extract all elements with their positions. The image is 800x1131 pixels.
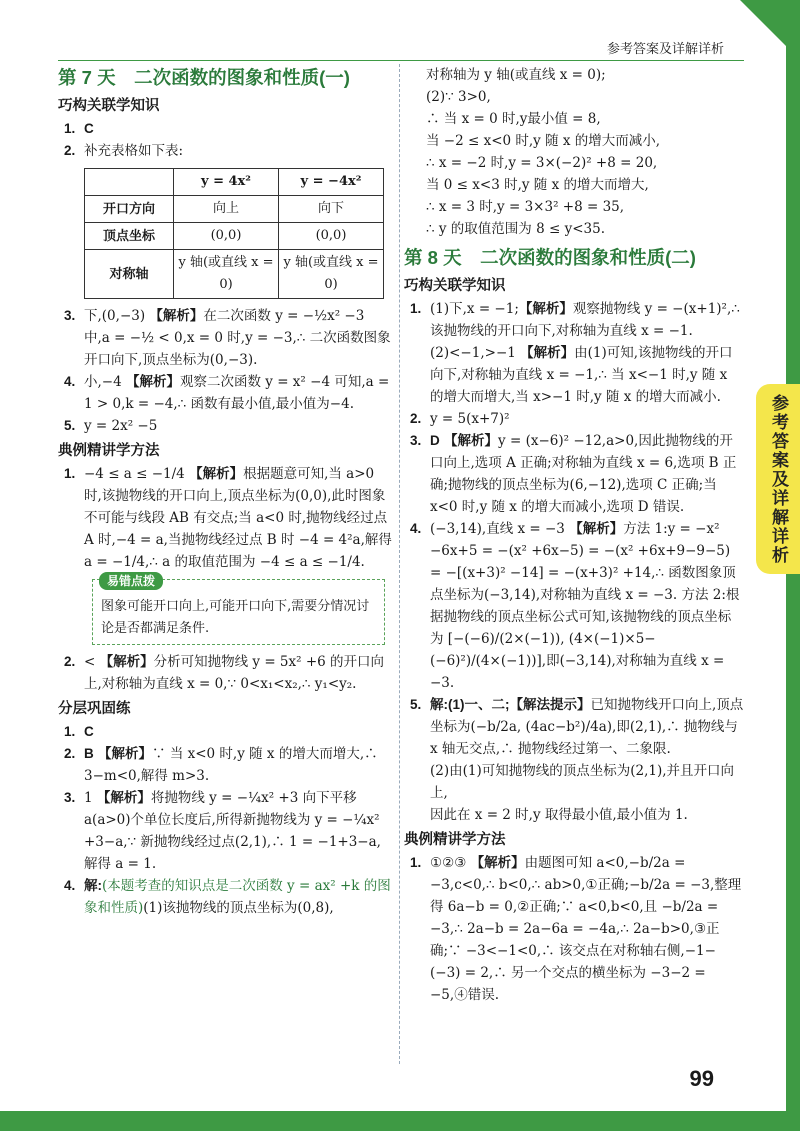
header-rule bbox=[58, 60, 744, 61]
table-row: 开口方向 向上 向下 bbox=[85, 196, 384, 223]
answer-item: 5. y = 2x² −5 bbox=[64, 418, 158, 434]
answer-item: 因此在 x = 2 时,y 取得最小值,最小值为 1. bbox=[430, 807, 688, 823]
tip-box bbox=[92, 574, 385, 645]
tip-text: 图象可能开口向上,可能开口向下,需要分情况讨论是否都满足条件. bbox=[101, 599, 370, 636]
answer-item: 4. 小,−4 【解析】观察二次函数 y = x² −4 可知,a = 1 > 0,k = −4,∴ 函数有最小值,最小值为−4. bbox=[64, 374, 390, 412]
section-title: 典例精讲学方法 bbox=[404, 832, 506, 848]
table-header-row: y = 4x² y = −4x² bbox=[85, 169, 384, 196]
answer-item: 2. B 【解析】∵ 当 x<0 时,y 随 x 的增大而增大,∴ 3−m<0,解得 m>3. bbox=[64, 746, 378, 784]
answer-item: 1. −4 ≤ a ≤ −1/4 【解析】根据题意可知,当 a>0 时,该抛物线的开口向上,顶点坐标为(0,0),此时图象不可能与线段 AB 有交点;当 a<0 时,抛物线经过点 A 时,−4 = a,当抛物线经过点 B 时 −4 = 4²a,解得 a = −1/4,∴ a 的取值范围为 −4 ≤ a ≤ −1/4. bbox=[64, 466, 392, 570]
answer-item: 4. (−3,14),直线 x = −3 【解析】方法 1:y = −x² −6x+5 = −(x² +6x−5) = −(x² +6x+9−9−5) = −[(x+3)² −14] = −(x+3)² +14,∴ 函数图象顶点坐标为(−3,14),对称轴为直线 x = −3. 方法 2:根据抛物线的顶点坐标公式可知,该抛物线的顶点坐标为 [−(−6)/(2×(−1)), (4×(−1)×5−(−6)²)/(4×(−1))],即(−3,14),对称轴为直线 x = −3. bbox=[410, 521, 740, 691]
continued-line: 当 0 ≤ x<3 时,y 随 x 的增大而增大, bbox=[426, 177, 649, 193]
section-title: 巧构关联学知识 bbox=[404, 278, 506, 294]
page-number: 99 bbox=[689, 1066, 714, 1091]
page-bottom-stripe bbox=[0, 1111, 800, 1131]
answer-item: 1. C bbox=[64, 724, 94, 739]
answer-item: 1. (1)下,x = −1;【解析】观察抛物线 y = −(x+1)²,∴ 该抛物线的开口向下,对称轴为直线 x = −1. bbox=[410, 301, 740, 339]
column-divider bbox=[399, 64, 400, 1064]
properties-table bbox=[84, 168, 384, 299]
continued-line: ∴ x = 3 时,y = 3×3² +8 = 35, bbox=[426, 199, 625, 215]
answer-item: 1. C bbox=[64, 121, 94, 136]
tip-label: 易错点拨 bbox=[99, 572, 163, 590]
day7-title: 第 7 天 二次函数的图象和性质(一) bbox=[58, 67, 350, 88]
continued-line: (2)∵ 3>0, bbox=[426, 89, 491, 105]
answer-item: 1. ①②③ 【解析】由题图可知 a<0,−b/2a = −3,c<0,∴ b<0,∴ ab>0,①正确;−b/2a = −3,整理得 6a−b = 0,②正确;∵ a<0,b<0,且 −b/2a = −3,∴ 2a−b = 2a−6a = −4a,∴ 2a−b>0,③正确;∵ −3<−1<0,∴ 该交点在对称轴右侧,−1−(−3) = 2,∴ 另一个交点的横坐标为 −3−2 = −5,④错误. bbox=[410, 855, 742, 1003]
section-title: 分层巩固练 bbox=[58, 701, 131, 717]
right-column bbox=[404, 64, 744, 1006]
continued-line: ∴ y 的取值范围为 8 ≤ y<35. bbox=[426, 221, 605, 237]
answer-item: 3. 下,(0,−3) 【解析】在二次函数 y = −½x² −3 中,a = −½ < 0,x = 0 时,y = −3,∴ 二次函数图象开口向下,顶点坐标为(0,−3). bbox=[64, 308, 391, 368]
answer-item: 2. y = 5(x+7)² bbox=[410, 411, 510, 427]
running-head: 参考答案及详解详析 bbox=[606, 42, 724, 57]
continued-line: 当 −2 ≤ x<0 时,y 随 x 的增大而减小, bbox=[426, 133, 661, 149]
answer-item: (2)由(1)可知抛物线的顶点坐标为(2,1),并且开口向上, bbox=[430, 763, 735, 801]
table-row: 对称轴 y 轴(或直线 x = 0) y 轴(或直线 x = 0) bbox=[85, 250, 384, 299]
continued-line: ∴ x = −2 时,y = 3×(−2)² +8 = 20, bbox=[426, 155, 658, 171]
continued-line: ∴ 当 x = 0 时,y最小值 = 8, bbox=[426, 111, 601, 127]
continued-line: 对称轴为 y 轴(或直线 x = 0); bbox=[426, 67, 606, 83]
answer-item: 3. 1 【解析】将抛物线 y = −¼x² +3 向下平移 a(a>0)个单位长度后,所得新抛物线为 y = −¼x² +3−a,∵ 新抛物线经过点(2,1),∴ 1 = −1+3−a,解得 a = 1. bbox=[64, 790, 381, 872]
answer-item: 5. 解:(1)一、二;【解法提示】已知抛物线开口向上,顶点坐标为(−b/2a, (4ac−b²)/4a),即(2,1),∴ 抛物线与 x 轴无交点,∴ 抛物线经过第一、二象限. bbox=[410, 697, 744, 757]
answer-item: 2. 补充表格如下表: bbox=[64, 143, 184, 159]
answer-item: 3. D 【解析】y = (x−6)² −12,a>0,因此抛物线的开口向上,选项 A 正确;对称轴为直线 x = 6,选项 B 正确;抛物线的顶点坐标为(6,−12),选项 C 正确;当 x<0 时,y 随 x 的增大而减小,选项 D 错误. bbox=[410, 433, 737, 515]
section-title: 典例精讲学方法 bbox=[58, 443, 160, 459]
answer-item: 4. 解:(本题考查的知识点是二次函数 y = ax² +k 的图象和性质)(1)该抛物线的顶点坐标为(0,8), bbox=[64, 878, 391, 916]
section-title: 巧构关联学知识 bbox=[58, 98, 160, 114]
answer-item: (2)<−1,>−1 【解析】由(1)可知,该抛物线的开口向下,对称轴为直线 x = −1,∴ 当 x<−1 时,y 随 x 的增大而增大,当 x>−1 时,y 随 x 的增大而减小. bbox=[430, 345, 733, 405]
table-row: 顶点坐标 (0,0) (0,0) bbox=[85, 223, 384, 250]
answer-item: 2. < 【解析】分析可知抛物线 y = 5x² +6 的开口向上,对称轴为直线 x = 0,∵ 0<x₁<x₂,∴ y₁<y₂. bbox=[64, 654, 385, 692]
left-column bbox=[58, 64, 393, 919]
side-tab[interactable]: 参考答案及详解详析 bbox=[756, 384, 800, 574]
day8-title: 第 8 天 二次函数的图象和性质(二) bbox=[404, 247, 696, 268]
